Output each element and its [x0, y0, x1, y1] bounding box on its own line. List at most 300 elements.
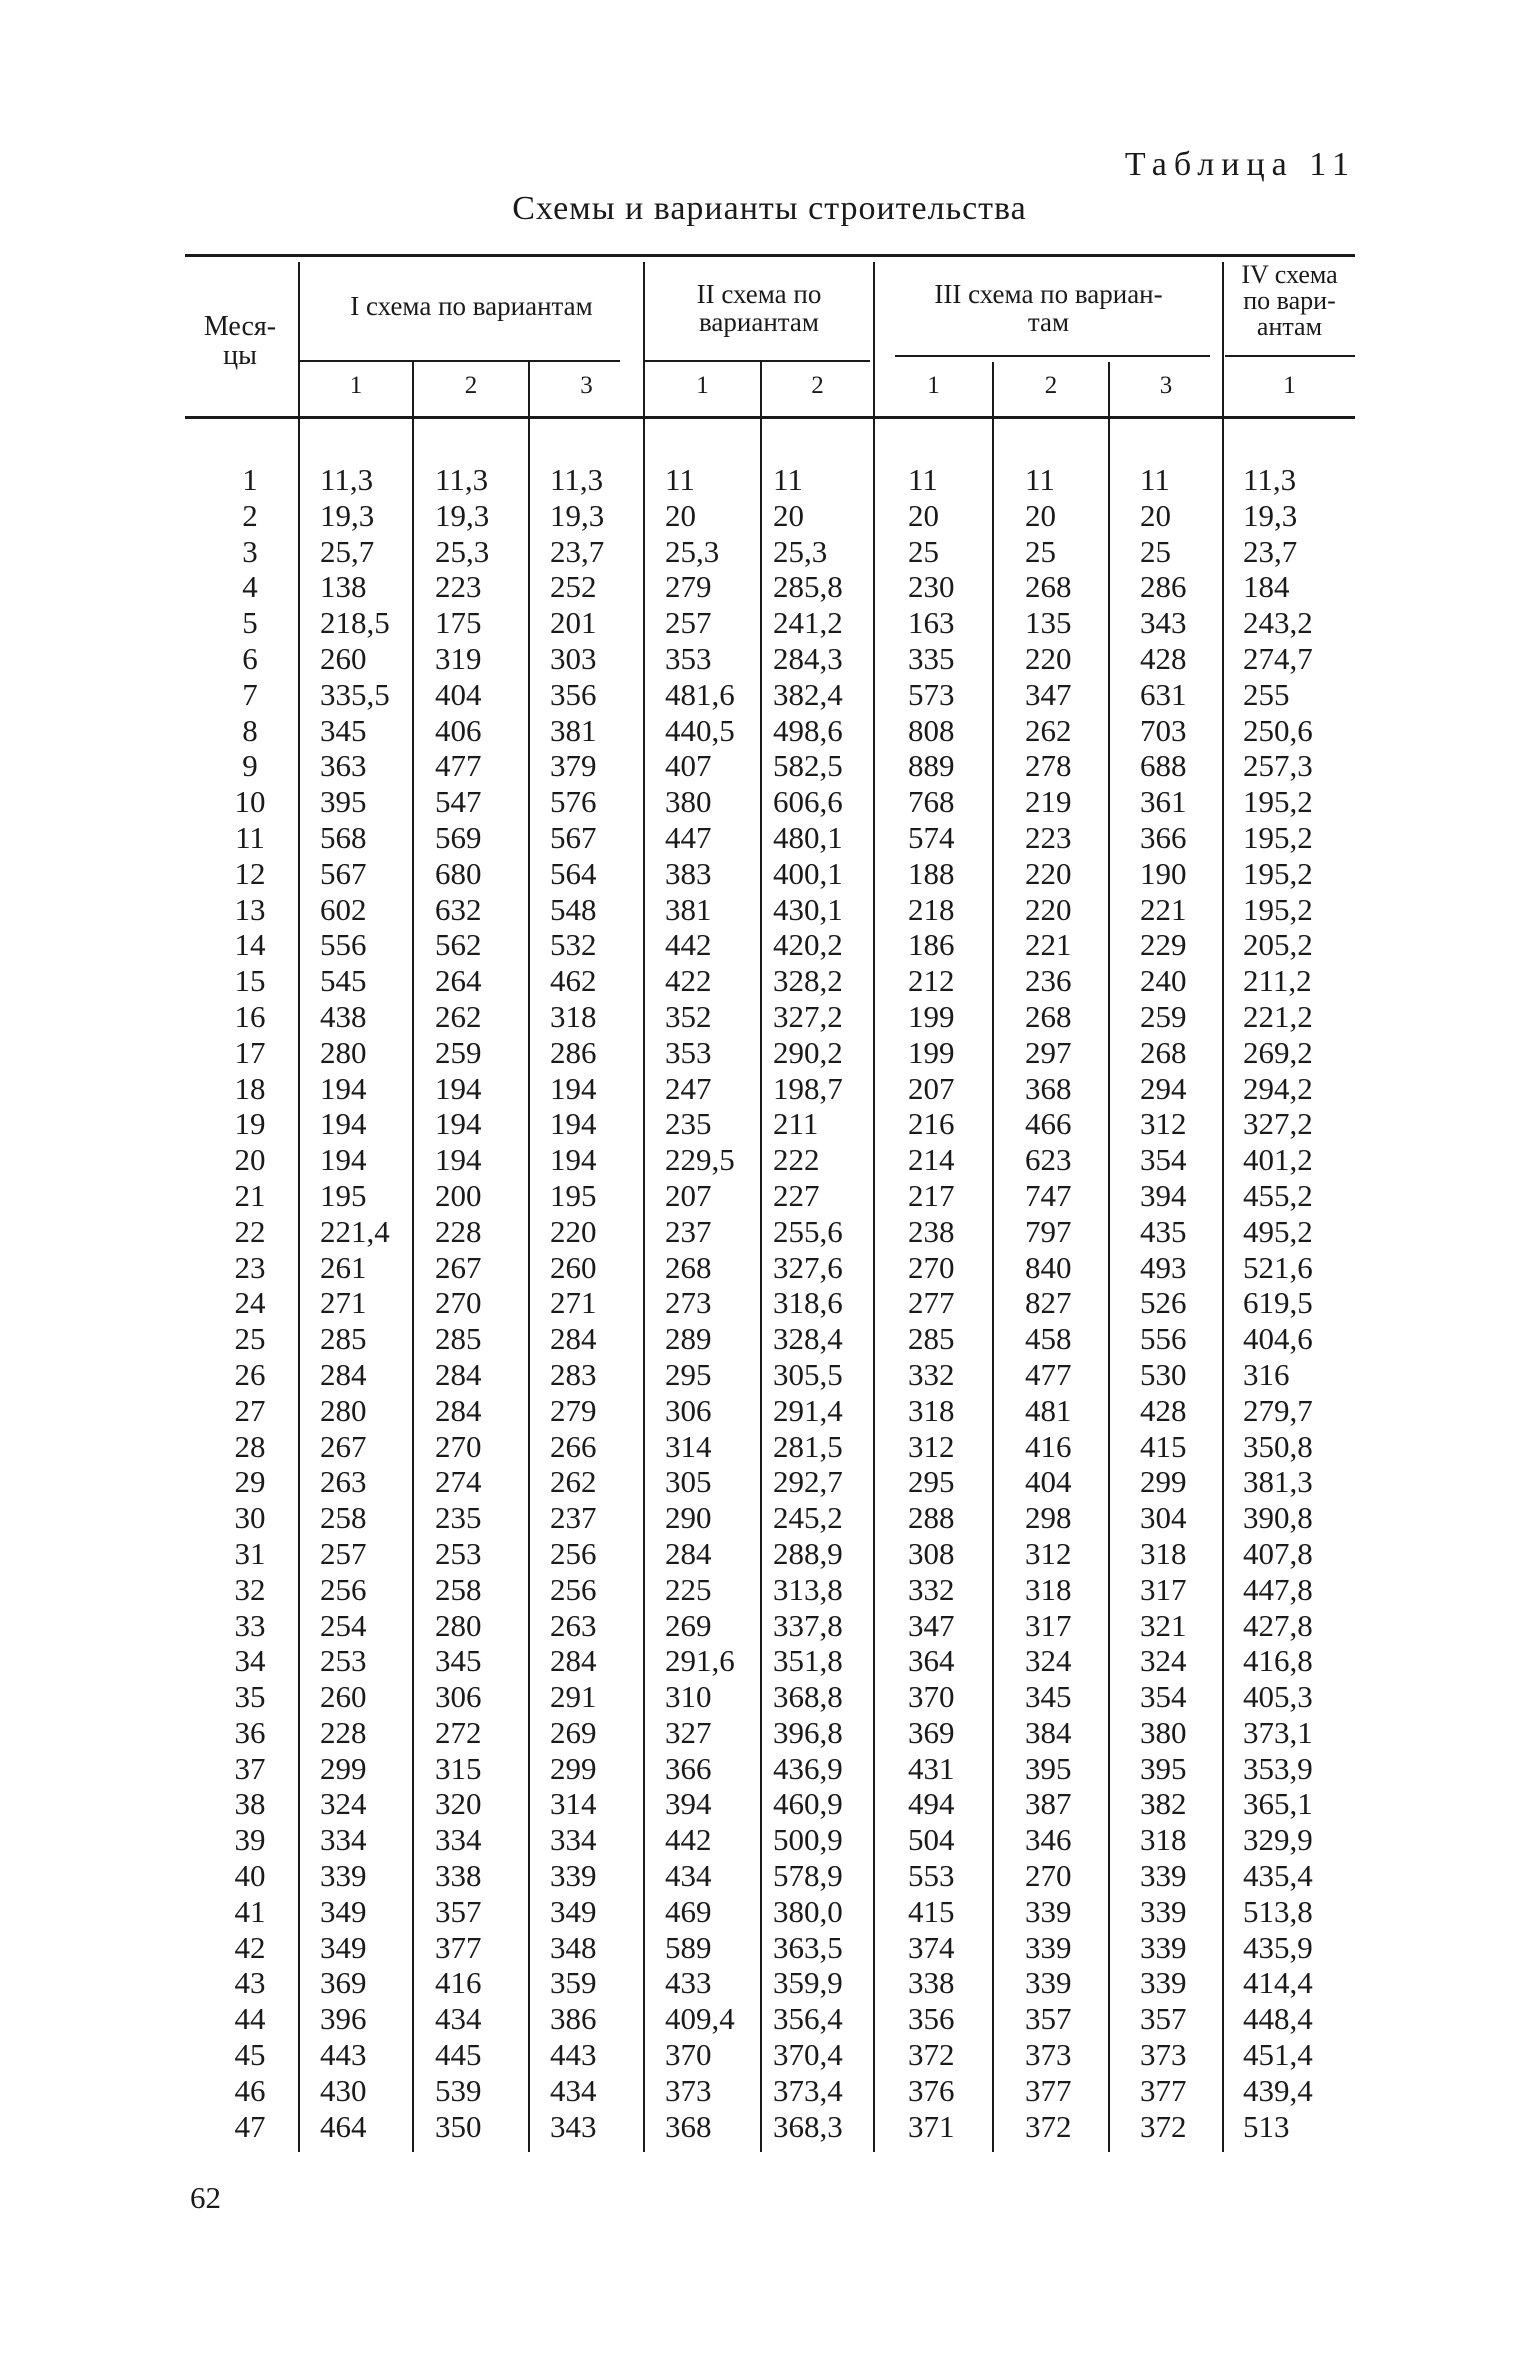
- table-cell: 11: [773, 462, 803, 497]
- table-cell: 589: [665, 1929, 712, 1965]
- table-cell: 194: [435, 1142, 482, 1178]
- table-cell: 310: [665, 1679, 712, 1715]
- table-cell: 247: [665, 1070, 712, 1106]
- table-cell: 33: [234, 1607, 266, 1643]
- table-cell: 290,2: [773, 1034, 843, 1070]
- table-cell: 199: [908, 998, 955, 1034]
- table-cell: 20: [908, 497, 939, 533]
- table-cell: 352: [665, 998, 712, 1034]
- table-cell: 623: [1025, 1142, 1072, 1178]
- table-cell: 195: [550, 1177, 597, 1213]
- table-cell: 334: [320, 1822, 367, 1858]
- table-cell: 372: [1025, 2108, 1072, 2144]
- table-cell: 357: [1140, 2001, 1187, 2037]
- table-cell: 261: [320, 1249, 367, 1285]
- table-cell: 574: [908, 819, 955, 855]
- table-cell: 353: [665, 1034, 712, 1070]
- table-cell: 28: [234, 1428, 266, 1464]
- column-months: [215, 462, 285, 2144]
- table-cell: 46: [234, 2072, 266, 2108]
- table-cell: 308: [908, 1535, 955, 1571]
- scheme3-header-rule: [895, 355, 1210, 357]
- table-cell: 41: [234, 1893, 266, 1929]
- table-cell: 827: [1025, 1285, 1072, 1321]
- table-cell: 481,6: [665, 676, 735, 712]
- table-cell: 207: [665, 1177, 712, 1213]
- table-cell: 306: [435, 1679, 482, 1715]
- table-cell: 284: [550, 1643, 597, 1679]
- table-cell: 439,4: [1243, 2072, 1313, 2108]
- table-cell: 568: [320, 819, 367, 855]
- table-cell: 29: [234, 1464, 266, 1500]
- table-cell: 458: [1025, 1321, 1072, 1357]
- table-cell: 20: [1140, 497, 1171, 533]
- variant-number: 2: [464, 372, 478, 399]
- table-cell: 238: [908, 1213, 955, 1249]
- table-cell: 372: [1140, 2108, 1187, 2144]
- table-cell: 212: [908, 963, 955, 999]
- table-cell: 284: [665, 1535, 712, 1571]
- table-cell: 199: [908, 1034, 955, 1070]
- table-cell: 427,8: [1243, 1607, 1313, 1643]
- table-cell: 462: [550, 963, 597, 999]
- table-cell: 36: [234, 1714, 266, 1750]
- table-cell: 357: [1025, 2001, 1072, 2037]
- table-cell: 349: [320, 1929, 367, 1965]
- table-cell: 273: [665, 1285, 712, 1321]
- table-cell: 305: [665, 1464, 712, 1500]
- table-cell: 889: [908, 748, 955, 784]
- table-cell: 291,4: [773, 1392, 843, 1428]
- table-cell: 447,8: [1243, 1571, 1313, 1607]
- variant-number: 3: [580, 372, 593, 399]
- table-cell: 284: [320, 1356, 367, 1392]
- table-cell: 257: [320, 1535, 367, 1571]
- table-cell: 619,5: [1243, 1285, 1313, 1321]
- table-cell: 256: [320, 1571, 367, 1607]
- variant-number: 2: [1044, 372, 1058, 399]
- table-cell: 316: [1243, 1356, 1290, 1392]
- table-cell: 416: [1025, 1428, 1072, 1464]
- table-cell: 256: [550, 1571, 597, 1607]
- table-cell: 477: [1025, 1356, 1072, 1392]
- table-cell: 339: [320, 1858, 367, 1894]
- table-cell: 11,3: [435, 462, 489, 497]
- column-scheme4-variant1: [1243, 462, 1355, 2144]
- table-cell: 303: [550, 640, 597, 676]
- table-cell: 354: [1140, 1679, 1187, 1715]
- table-cell: 194: [320, 1070, 367, 1106]
- variant-number: 1: [927, 372, 940, 399]
- table-cell: 10: [234, 784, 266, 820]
- table-cell: 396: [320, 2001, 367, 2037]
- table-cell: 268: [1025, 569, 1072, 605]
- table-cell: 532: [550, 927, 597, 963]
- table-cell: 291,6: [665, 1643, 735, 1679]
- table-cell: 263: [550, 1607, 597, 1643]
- table-cell: 241,2: [773, 605, 843, 641]
- variant-number: 1: [1283, 372, 1296, 399]
- table-cell: 343: [550, 2108, 597, 2144]
- table-cell: 339: [1140, 1929, 1187, 1965]
- table-cell: 438: [320, 998, 367, 1034]
- table-cell: 372: [908, 2037, 955, 2073]
- table-cell: 288: [908, 1500, 955, 1536]
- table-cell: 351,8: [773, 1643, 843, 1679]
- table-cell: 373,1: [1243, 1714, 1313, 1750]
- table-cell: 430,1: [773, 891, 843, 927]
- table-cell: 195,2: [1243, 891, 1313, 927]
- table-cell: 314: [665, 1428, 712, 1464]
- table-cell: 366: [1140, 819, 1187, 855]
- table-cell: 285: [908, 1321, 955, 1357]
- table-cell: 201: [550, 605, 597, 641]
- table-cell: 23: [234, 1249, 266, 1285]
- table-header-rule: [185, 416, 1355, 419]
- table-cell: 317: [1025, 1607, 1072, 1643]
- table-cell: 11,3: [550, 462, 604, 497]
- table-cell: 396,8: [773, 1714, 843, 1750]
- table-cell: 314: [550, 1786, 597, 1822]
- table-cell: 335,5: [320, 676, 390, 712]
- table-cell: 220: [1025, 855, 1072, 891]
- table-cell: 328,2: [773, 963, 843, 999]
- table-cell: 280: [320, 1392, 367, 1428]
- table-cell: 263: [320, 1464, 367, 1500]
- table-cell: 19,3: [550, 497, 605, 533]
- table-cell: 338: [908, 1965, 955, 2001]
- table-cell: 366: [665, 1750, 712, 1786]
- variant-number: 1: [696, 372, 709, 399]
- header-scheme4: IV схема по вари- антам: [1241, 260, 1338, 341]
- column-scheme3-variant3: [1140, 462, 1222, 2144]
- table-cell: 345: [320, 712, 367, 748]
- table-cell: 373: [1140, 2037, 1187, 2073]
- table-cell: 381: [550, 712, 597, 748]
- table-cell: 17: [234, 1034, 266, 1070]
- table-cell: 269: [665, 1607, 712, 1643]
- divider-scheme1: [643, 262, 645, 2152]
- table-cell: 547: [435, 784, 482, 820]
- table-cell: 380,0: [773, 1893, 843, 1929]
- table-cell: 808: [908, 712, 955, 748]
- table-cell: 373: [665, 2072, 712, 2108]
- table-cell: 235: [665, 1106, 712, 1142]
- table-cell: 284,3: [773, 640, 843, 676]
- table-cell: 255,6: [773, 1213, 843, 1249]
- variant-number: 3: [1159, 372, 1173, 399]
- table-cell: 578,9: [773, 1858, 843, 1894]
- table-cell: 494: [908, 1786, 955, 1822]
- table-cell: 280: [320, 1034, 367, 1070]
- table-cell: 12: [234, 855, 266, 891]
- table-cell: 365,1: [1243, 1786, 1313, 1822]
- table-cell: 269,2: [1243, 1034, 1313, 1070]
- table-cell: 229: [1140, 927, 1187, 963]
- table-cell: 225: [665, 1571, 712, 1607]
- table-cell: 445: [435, 2037, 482, 2073]
- table-cell: 428: [1140, 640, 1187, 676]
- table-cell: 194: [320, 1106, 367, 1142]
- table-cell: 43: [234, 1965, 266, 2001]
- table-cell: 380: [1140, 1714, 1187, 1750]
- divider-scheme2: [873, 262, 875, 2152]
- table-cell: 632: [435, 891, 482, 927]
- table-cell: 573: [908, 676, 955, 712]
- table-cell: 25: [234, 1321, 266, 1357]
- table-cell: 163: [908, 605, 955, 641]
- header-scheme1: I схема по вариантам: [350, 291, 593, 321]
- table-cell: 407: [665, 748, 712, 784]
- table-cell: 270: [908, 1249, 955, 1285]
- divider-scheme3: [1222, 262, 1224, 2152]
- table-cell: 259: [435, 1034, 482, 1070]
- table-cell: 318: [908, 1392, 955, 1428]
- table-cell: 371: [908, 2108, 955, 2144]
- column-scheme3-variant1: [908, 462, 992, 2144]
- table-cell: 348: [550, 1929, 597, 1965]
- table-cell: 253: [435, 1535, 482, 1571]
- header-scheme2: II схема по вариантам: [696, 279, 822, 338]
- table-cell: 324: [1140, 1643, 1187, 1679]
- table-cell: 373: [1025, 2037, 1072, 2073]
- table-cell: 194: [320, 1142, 367, 1178]
- table-cell: 260: [550, 1249, 597, 1285]
- table-cell: 13: [234, 891, 266, 927]
- table-cell: 221: [1025, 927, 1072, 963]
- table-cell: 680: [435, 855, 482, 891]
- table-cell: 285: [435, 1321, 482, 1357]
- table-cell: 304: [1140, 1500, 1187, 1536]
- table-cell: 269: [550, 1714, 597, 1750]
- table-cell: 11: [1140, 462, 1170, 497]
- divider-s1v1: [412, 362, 414, 2152]
- table-cell: 270: [435, 1285, 482, 1321]
- table-cell: 271: [550, 1285, 597, 1321]
- table-cell: 414,4: [1243, 1965, 1313, 2001]
- table-cell: 368: [665, 2108, 712, 2144]
- table-cell: 377: [1025, 2072, 1072, 2108]
- table-cell: 394: [1140, 1177, 1187, 1213]
- table-cell: 567: [320, 855, 367, 891]
- table-cell: 3: [242, 533, 258, 569]
- table-cell: 19: [234, 1106, 266, 1142]
- table-cell: 195,2: [1243, 784, 1313, 820]
- table-cell: 25,7: [320, 533, 375, 569]
- table-cell: 368,3: [773, 2108, 843, 2144]
- table-cell: 382: [1140, 1786, 1187, 1822]
- table-cell: 16: [234, 998, 266, 1034]
- table-cell: 416,8: [1243, 1643, 1313, 1679]
- divider-s1v2: [528, 362, 530, 2152]
- table-cell: 285,8: [773, 569, 843, 605]
- table-cell: 7: [242, 676, 258, 712]
- table-cell: 175: [435, 605, 482, 641]
- table-cell: 404: [435, 676, 482, 712]
- table-cell: 493: [1140, 1249, 1187, 1285]
- table-cell: 327: [665, 1714, 712, 1750]
- table-cell: 495,2: [1243, 1213, 1313, 1249]
- table-cell: 295: [665, 1356, 712, 1392]
- table-cell: 797: [1025, 1213, 1072, 1249]
- table-cell: 11: [908, 462, 938, 497]
- table-cell: 229,5: [665, 1142, 735, 1178]
- table-cell: 270: [435, 1428, 482, 1464]
- table-cell: 138: [320, 569, 367, 605]
- divider-s3v1: [992, 362, 994, 2152]
- table-cell: 211: [773, 1106, 819, 1142]
- table-cell: 289: [665, 1321, 712, 1357]
- table-cell: 240: [1140, 963, 1187, 999]
- table-cell: 21: [234, 1177, 266, 1213]
- table-cell: 194: [550, 1070, 597, 1106]
- table-cell: 480,1: [773, 819, 843, 855]
- table-cell: 24: [234, 1285, 266, 1321]
- table-cell: 288,9: [773, 1535, 843, 1571]
- table-cell: 44: [234, 2001, 266, 2037]
- table-cell: 435,4: [1243, 1858, 1313, 1894]
- table-cell: 338: [435, 1858, 482, 1894]
- table-cell: 435,9: [1243, 1929, 1313, 1965]
- table-cell: 220: [550, 1213, 597, 1249]
- table-cell: 188: [908, 855, 955, 891]
- column-scheme1-variant3: [550, 462, 643, 2144]
- table-cell: 37: [234, 1750, 266, 1786]
- table-cell: 339: [1025, 1929, 1072, 1965]
- table-cell: 347: [1025, 676, 1072, 712]
- table-cell: 294,2: [1243, 1070, 1313, 1106]
- table-cell: 327,2: [773, 998, 843, 1034]
- table-cell: 256: [550, 1535, 597, 1571]
- table-cell: 377: [435, 1929, 482, 1965]
- table-cell: 258: [435, 1571, 482, 1607]
- table-cell: 513: [1243, 2108, 1290, 2144]
- table-cell: 35: [234, 1679, 266, 1715]
- table-cell: 252: [550, 569, 597, 605]
- table-cell: 306: [665, 1392, 712, 1428]
- table-cell: 286: [550, 1034, 597, 1070]
- table-cell: 395: [320, 784, 367, 820]
- table-cell: 353: [665, 640, 712, 676]
- table-cell: 359,9: [773, 1965, 843, 2001]
- table-cell: 257,3: [1243, 748, 1313, 784]
- table-cell: 262: [435, 998, 482, 1034]
- table-cell: 11,3: [1243, 462, 1297, 497]
- table-cell: 321: [1140, 1607, 1187, 1643]
- table-cell: 264: [435, 963, 482, 999]
- table-cell: 15: [234, 963, 266, 999]
- table-cell: 221,2: [1243, 998, 1313, 1034]
- table-cell: 455,2: [1243, 1177, 1313, 1213]
- table-cell: 230: [908, 569, 955, 605]
- table-cell: 339: [1140, 1965, 1187, 2001]
- table-cell: 30: [234, 1500, 266, 1536]
- table-cell: 8: [242, 712, 258, 748]
- table-cell: 299: [1140, 1464, 1187, 1500]
- table-cell: 440,5: [665, 712, 735, 748]
- table-cell: 318,6: [773, 1285, 843, 1321]
- table-cell: 339: [1140, 1893, 1187, 1929]
- table-cell: 207: [908, 1070, 955, 1106]
- divider-months: [298, 262, 300, 2152]
- table-cell: 40: [234, 1858, 266, 1894]
- table-cell: 294: [1140, 1070, 1187, 1106]
- table-cell: 235: [435, 1500, 482, 1536]
- table-cell: 243,2: [1243, 605, 1313, 641]
- table-cell: 268: [665, 1249, 712, 1285]
- table-cell: 271: [320, 1285, 367, 1321]
- table-cell: 562: [435, 927, 482, 963]
- table-cell: 23,7: [1243, 533, 1298, 569]
- column-scheme1-variant1: [320, 462, 412, 2144]
- table-cell: 513,8: [1243, 1893, 1313, 1929]
- table-cell: 318: [1025, 1571, 1072, 1607]
- table-cell: 335: [908, 640, 955, 676]
- table-cell: 255: [1243, 676, 1290, 712]
- table-cell: 31: [234, 1535, 266, 1571]
- table-title: Схемы и варианты строительства: [512, 190, 1027, 227]
- table-cell: 270: [1025, 1858, 1072, 1894]
- table-cell: 416: [435, 1965, 482, 2001]
- table-cell: 415: [1140, 1428, 1187, 1464]
- table-cell: 27: [234, 1392, 266, 1428]
- table-cell: 400,1: [773, 855, 843, 891]
- table-cell: 448,4: [1243, 2001, 1313, 2037]
- table-cell: 20: [665, 497, 696, 533]
- table-cell: 305,5: [773, 1356, 843, 1392]
- table-cell: 381: [665, 891, 712, 927]
- table-cell: 194: [550, 1142, 597, 1178]
- table-cell: 47: [234, 2108, 266, 2144]
- table-cell: 26: [234, 1356, 266, 1392]
- table-cell: 334: [435, 1822, 482, 1858]
- table-cell: 376: [908, 2072, 955, 2108]
- table-cell: 281,5: [773, 1428, 843, 1464]
- table-cell: 312: [1140, 1106, 1187, 1142]
- table-cell: 290: [665, 1500, 712, 1536]
- table-cell: 318: [1140, 1535, 1187, 1571]
- table-cell: 387: [1025, 1786, 1072, 1822]
- table-cell: 286: [1140, 569, 1187, 605]
- table-cell: 530: [1140, 1356, 1187, 1392]
- table-cell: 545: [320, 963, 367, 999]
- table-cell: 25,3: [665, 533, 720, 569]
- table-cell: 5: [242, 605, 258, 641]
- table-cell: 1: [242, 462, 258, 497]
- table-cell: 526: [1140, 1285, 1187, 1321]
- header-scheme3: III схема по вариан- там: [934, 279, 1163, 338]
- table-cell: 631: [1140, 676, 1187, 712]
- table-cell: 368: [1025, 1070, 1072, 1106]
- table-cell: 539: [435, 2072, 482, 2108]
- table-cell: 228: [435, 1213, 482, 1249]
- table-cell: 218: [908, 891, 955, 927]
- table-cell: 548: [550, 891, 597, 927]
- table-cell: 280: [435, 1607, 482, 1643]
- column-scheme2-variant1: [665, 462, 760, 2144]
- table-cell: 435: [1140, 1213, 1187, 1249]
- table-cell: 285: [320, 1321, 367, 1357]
- table-cell: 195,2: [1243, 855, 1313, 891]
- table-cell: 430: [320, 2072, 367, 2108]
- table-cell: 211,2: [1243, 963, 1312, 999]
- table-cell: 379: [550, 748, 597, 784]
- table-cell: 186: [908, 927, 955, 963]
- table-cell: 334: [550, 1822, 597, 1858]
- table-cell: 324: [1025, 1643, 1072, 1679]
- table-cell: 428: [1140, 1392, 1187, 1428]
- scheme1-header-rule: [300, 360, 620, 362]
